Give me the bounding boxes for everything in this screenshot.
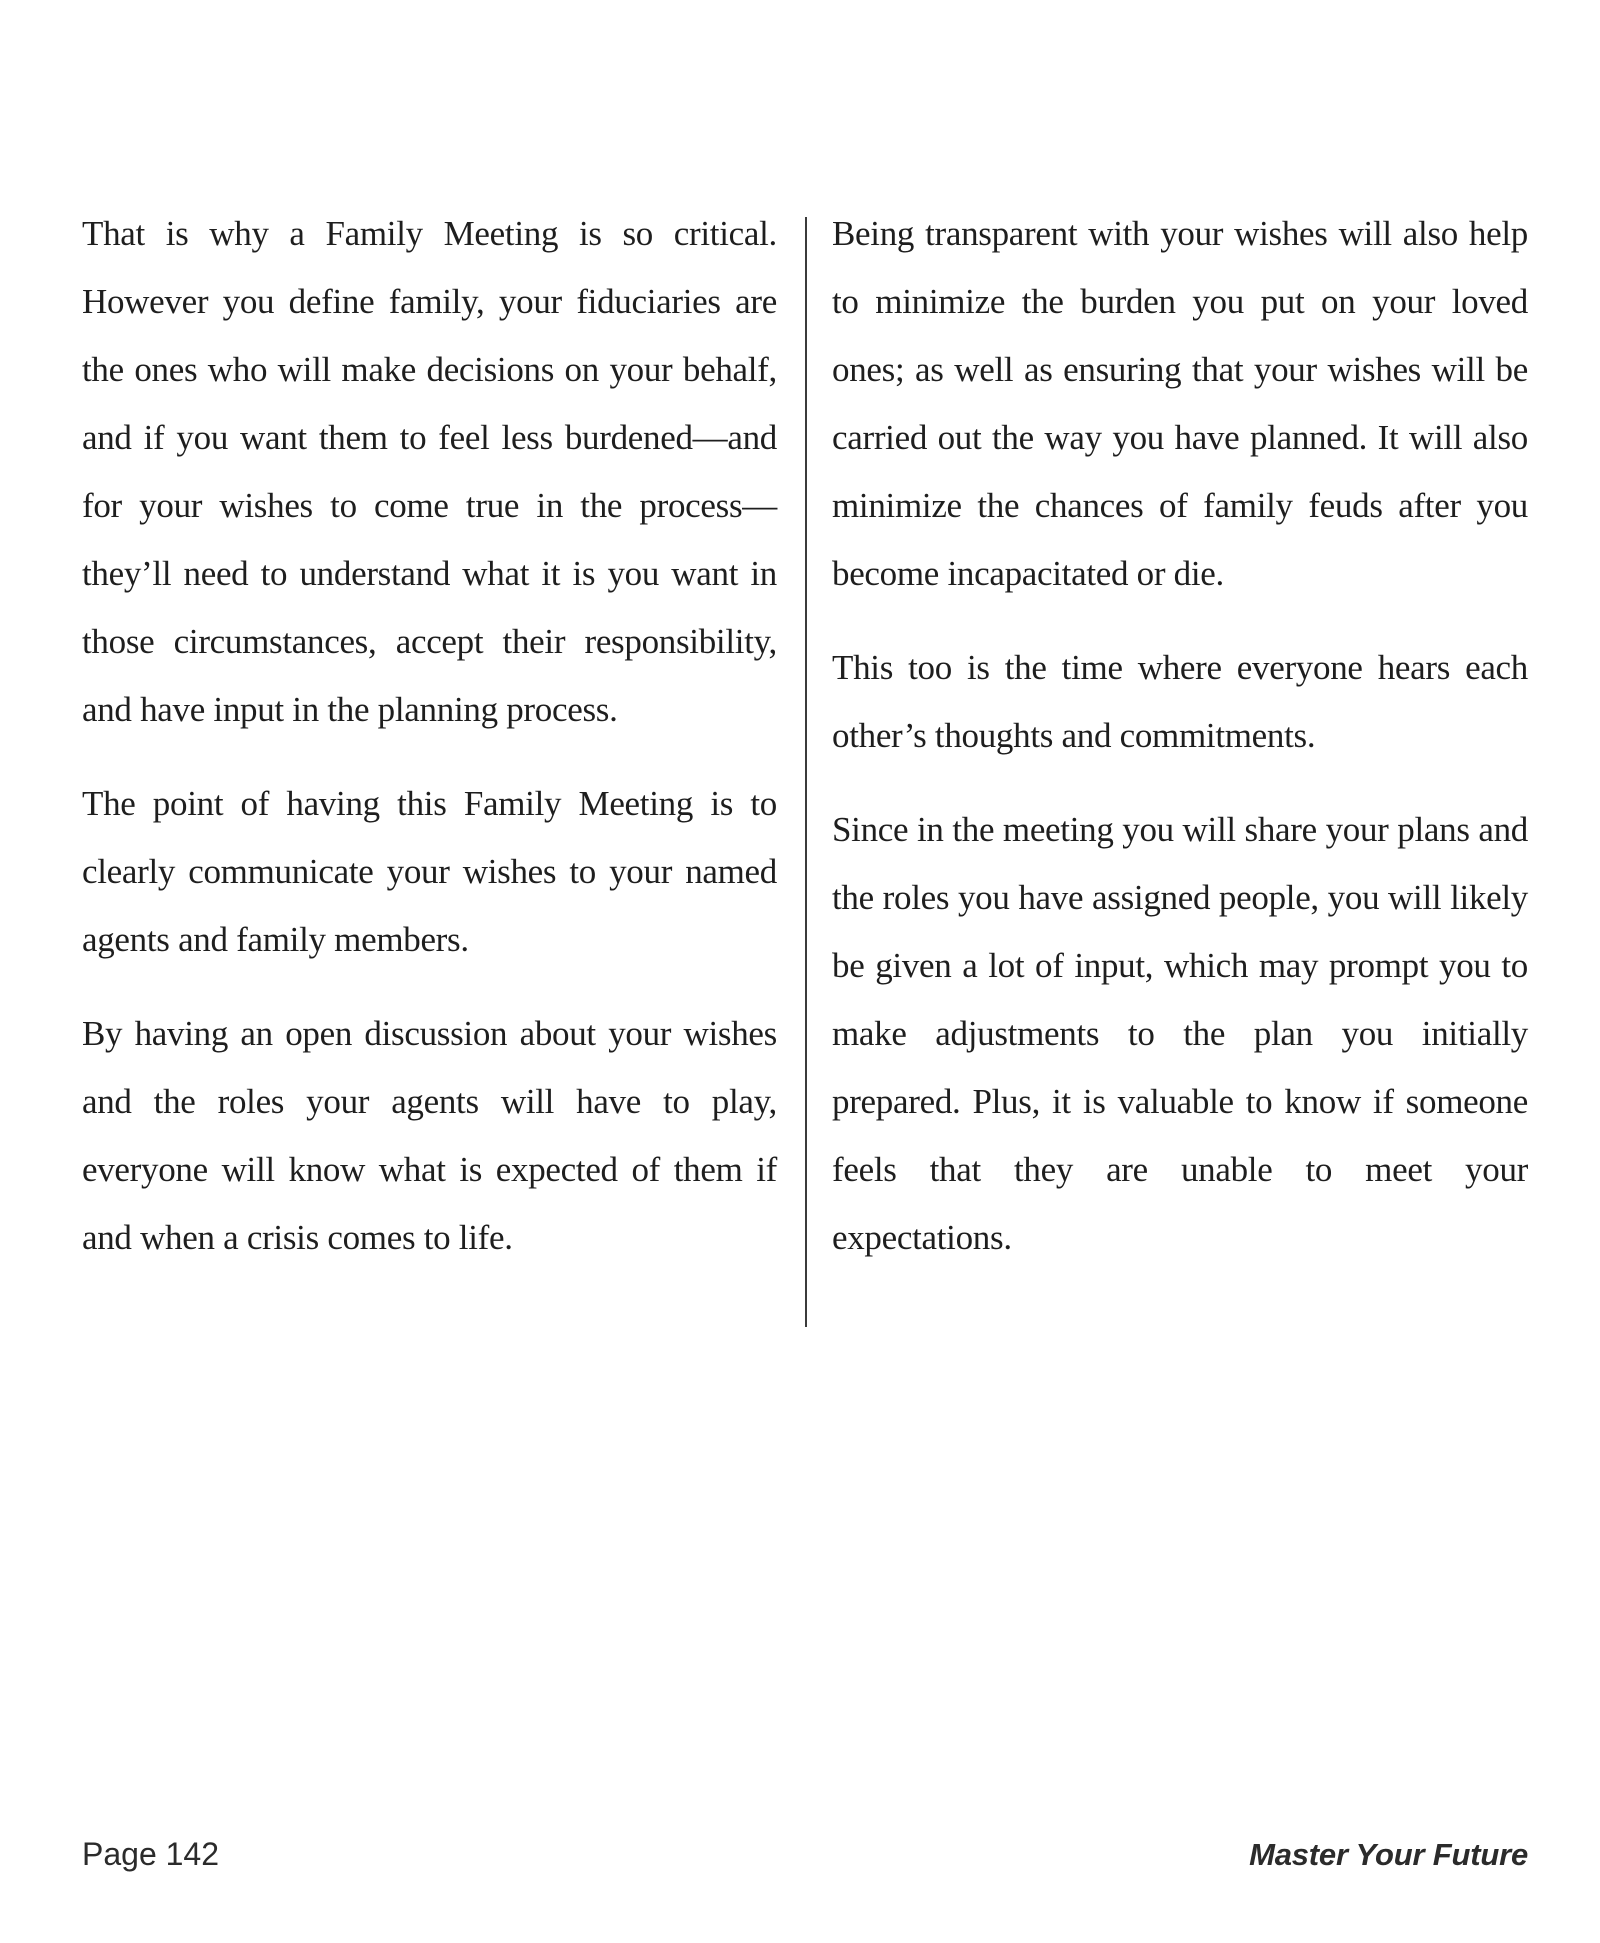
column-divider [805, 217, 807, 1327]
paragraph: The point of having this Family Meeting is to clearly communicate your wishes to your named agents and family members. [82, 784, 777, 959]
page-number-label: Page 142 [82, 1836, 220, 1872]
paragraph: Since in the meeting you will share your plans and the roles you have assigned people, you will likely be given a lot of input, which may prompt you to make adjustments to the plan you initially prepared. Plus, it is valuable to know if someone feels that they are unable to meet your expectations. [832, 810, 1528, 1257]
paragraph: By having an open discussion about your wishes and the roles your agents will have to play, everyone will know what is expected of them if and when a crisis comes to life. [82, 1014, 777, 1257]
paragraph: Being transparent with your wishes will also help to minimize the burden you put on your loved ones; as well as ensuring that your wishes will be carried out the way you have planned. It will also minimize the chances of family feuds after you become incapacitated or die. [832, 214, 1528, 593]
right-column [832, 200, 1528, 1272]
page-footer [82, 1836, 1528, 1873]
paragraph: That is why a Family Meeting is so critical. However you define family, your fiduciaries are the ones who will make decisions on your behalf, and if you want them to feel less burdened—and for your wishes to come true in the process—they’ll need to understand what it is you want in those circumstances, accept their responsibility, and have input in the planning process. [82, 214, 777, 729]
book-title-label: Master Your Future [1249, 1837, 1528, 1872]
paragraph: This too is the time where everyone hears each other’s thoughts and commitments. [832, 648, 1528, 755]
left-column [82, 200, 777, 1272]
